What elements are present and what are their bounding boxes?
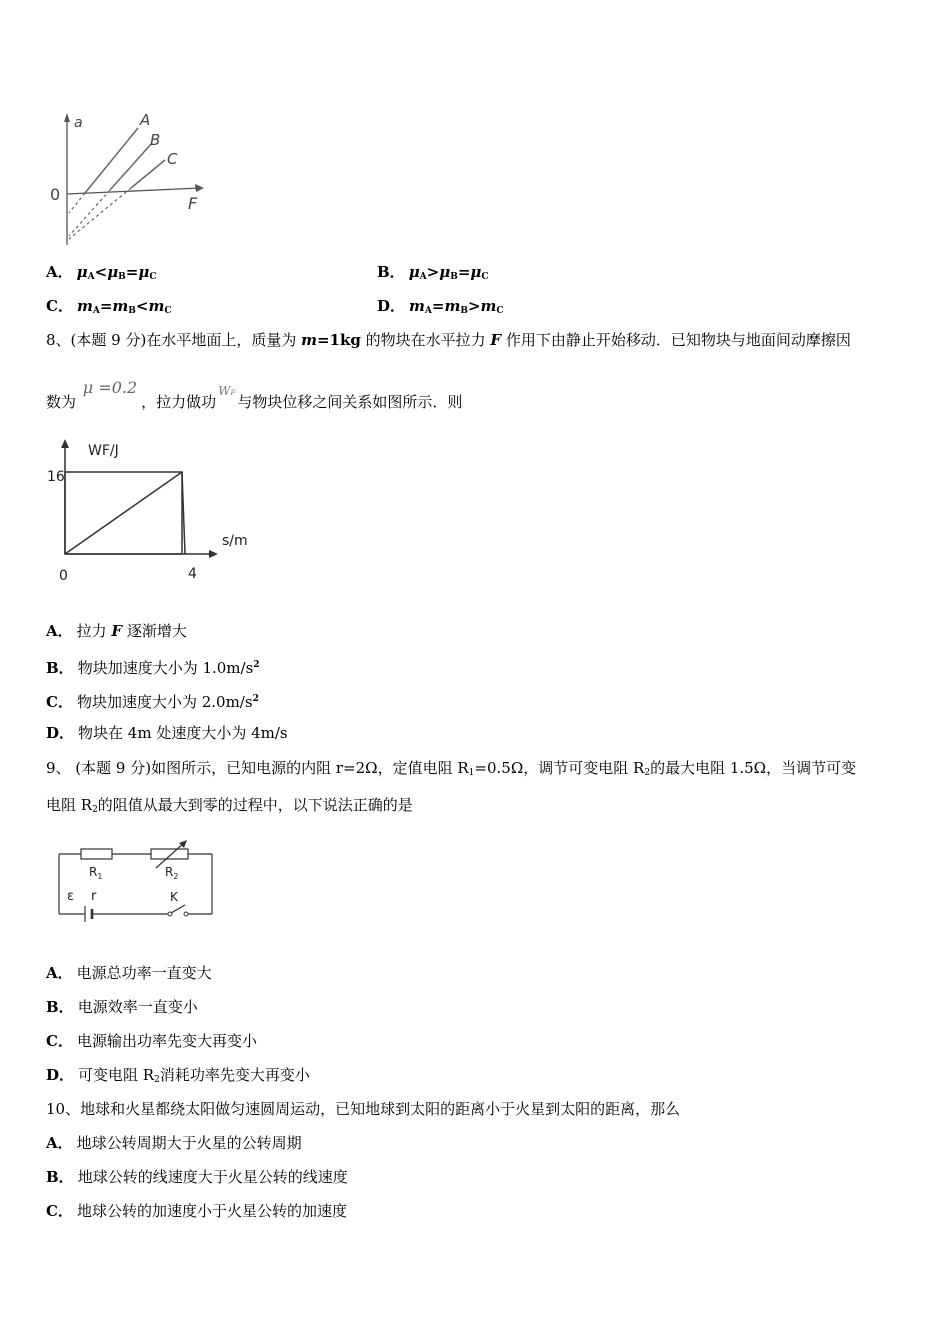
q7-a-sub1: A bbox=[87, 272, 95, 282]
q7-c-sub2: B bbox=[128, 306, 136, 316]
q7-af-graph bbox=[40, 105, 220, 250]
q10-option-b bbox=[46, 1167, 348, 1187]
q8-a-text2: 逐渐增大 bbox=[122, 622, 187, 640]
q10-stem bbox=[46, 1099, 680, 1119]
q8-option-c bbox=[46, 689, 259, 712]
q9-option-b-label: B． bbox=[46, 998, 74, 1016]
q8-y-tick: 16 bbox=[47, 469, 65, 485]
q7-b-sub2: B bbox=[450, 272, 458, 282]
q8-option-b-label: B． bbox=[46, 659, 74, 677]
q9-stem-line1 bbox=[46, 758, 856, 783]
q9-b-text: 电源效率一直变小 bbox=[77, 998, 198, 1016]
q9-option-d-label: D． bbox=[46, 1066, 75, 1084]
q8-b-text: 物块加速度大小为 1.0m/s bbox=[77, 659, 254, 677]
q10-option-a bbox=[46, 1133, 302, 1153]
q7-line-c bbox=[131, 160, 165, 188]
q7-option-d bbox=[377, 296, 504, 321]
q7-c-m1: m bbox=[76, 297, 93, 315]
q9-option-c-label: C． bbox=[46, 1032, 73, 1050]
q8-c-sup: 2 bbox=[252, 694, 259, 704]
q8-c-text: 物块加速度大小为 2.0m/s bbox=[76, 693, 253, 711]
q8-wf-sub: F bbox=[230, 389, 236, 397]
q10-option-c bbox=[46, 1201, 347, 1221]
q9-line2-sub: 2 bbox=[92, 805, 98, 815]
q7-d-sub2: B bbox=[460, 306, 468, 316]
q7-option-b bbox=[377, 262, 489, 287]
q9-line1-sub2: 2 bbox=[644, 768, 651, 778]
q10-stem-text: 10、地球和火星都绕太阳做匀速圆周运动，已知地球到太阳的距离小于火星到太阳的距离，那么 bbox=[46, 1100, 681, 1118]
q7-a-mu1: μ bbox=[76, 263, 88, 281]
q9-option-c bbox=[46, 1031, 257, 1051]
q9-option-a-label: A． bbox=[46, 964, 73, 982]
q9-r1-resistor bbox=[81, 849, 112, 859]
q9-c-text: 电源输出功率先变大再变小 bbox=[76, 1032, 257, 1050]
q9-r2-resistor bbox=[151, 849, 188, 859]
q8-option-a-label: A． bbox=[46, 622, 73, 640]
q9-line1-a: 9、 (本题 9 分)如图所示，已知电源的内阻 r=2Ω，定值电阻 R bbox=[46, 759, 469, 777]
q7-axis-x-label: F bbox=[188, 194, 198, 213]
q9-stem-line2 bbox=[46, 795, 413, 820]
q7-c-sub3: C bbox=[164, 306, 172, 316]
q7-c-op1: = bbox=[99, 297, 113, 315]
q10-option-a-label: A． bbox=[46, 1134, 73, 1152]
q10-c-text: 地球公转的加速度小于火星公转的加速度 bbox=[76, 1202, 347, 1220]
q7-b-sub3: C bbox=[481, 272, 489, 282]
q8-b-sup: 2 bbox=[253, 660, 260, 670]
q7-line-c-ext bbox=[69, 188, 131, 239]
q7-option-d-label: D． bbox=[377, 297, 406, 315]
q7-a-mu3: μ bbox=[138, 263, 150, 281]
q8-origin: 0 bbox=[59, 568, 68, 584]
q7-b-mu2: μ bbox=[439, 263, 451, 281]
q7-line-a bbox=[85, 128, 138, 193]
q8-x-arrow bbox=[209, 550, 218, 558]
q7-b-op1: > bbox=[426, 263, 440, 281]
q9-emf-label: ε bbox=[67, 889, 75, 904]
q10-b-text: 地球公转的线速度大于火星公转的线速度 bbox=[77, 1168, 348, 1186]
q7-x-arrow bbox=[195, 184, 204, 192]
q9-r2-sub: 2 bbox=[173, 872, 179, 881]
q8-wf-symbol bbox=[218, 384, 235, 398]
q7-a-op2: = bbox=[125, 263, 139, 281]
q7-d-sub3: C bbox=[496, 306, 504, 316]
q9-option-d bbox=[46, 1065, 310, 1090]
q9-r1-sub: 1 bbox=[97, 872, 103, 881]
q9-option-b bbox=[46, 997, 198, 1017]
q7-b-mu3: μ bbox=[470, 263, 482, 281]
q8-mass-val: =1kg bbox=[316, 331, 361, 349]
q7-d-m2: m bbox=[444, 297, 461, 315]
q8-wf-graph bbox=[40, 435, 260, 585]
q8-option-d bbox=[46, 723, 288, 743]
q8-prefix: 8、(本题 9 分)在水平地面上，质量为 bbox=[46, 331, 302, 349]
q8-y-arrow bbox=[61, 439, 69, 448]
q8-line2-b: ，拉力做功 bbox=[141, 393, 217, 411]
q9-d-text-a: 可变电阻 R bbox=[78, 1066, 155, 1084]
q9-switch-contact-right bbox=[184, 912, 188, 916]
q9-line2-b: 的阻值从最大到零的过程中，以下说法正确的是 bbox=[97, 796, 413, 814]
q7-d-m1: m bbox=[409, 297, 425, 315]
q8-option-d-label: D． bbox=[46, 724, 75, 742]
q10-option-c-label: C． bbox=[46, 1202, 73, 1220]
q7-b-mu1: μ bbox=[408, 263, 420, 281]
q10-option-b-label: B． bbox=[46, 1168, 74, 1186]
q9-option-a bbox=[46, 963, 212, 983]
q8-option-b bbox=[46, 655, 260, 678]
q7-c-sub1: A bbox=[92, 306, 100, 316]
q7-origin-label: 0 bbox=[50, 185, 61, 204]
q7-option-b-label: B． bbox=[377, 263, 405, 281]
q8-line2-c: 与物块位移之间关系如图所示．则 bbox=[237, 393, 463, 411]
q7-d-op1: = bbox=[431, 297, 445, 315]
q9-line2-a: 电阻 R bbox=[46, 796, 93, 814]
q7-line-b-ext bbox=[69, 190, 110, 236]
q7-d-op2: > bbox=[467, 297, 481, 315]
q8-line2-a: 数为 bbox=[46, 393, 77, 411]
q8-wf-w: W bbox=[218, 384, 231, 398]
q8-stem-line2 bbox=[46, 378, 463, 415]
q9-switch-lever bbox=[171, 905, 185, 913]
q8-a-var: F bbox=[111, 622, 123, 640]
q9-r2-letter: R bbox=[165, 865, 174, 879]
q8-stem-line1 bbox=[46, 330, 851, 350]
q8-x-tick: 4 bbox=[188, 566, 197, 582]
q9-r2-label bbox=[165, 865, 178, 881]
q9-r1-letter: R bbox=[89, 865, 98, 879]
q7-option-a-label: A． bbox=[46, 263, 73, 281]
q8-option-a bbox=[46, 621, 187, 641]
q7-c-op2: < bbox=[135, 297, 149, 315]
q7-c-m3: m bbox=[148, 297, 165, 315]
q7-y-arrow bbox=[64, 113, 70, 122]
q10-a-text: 地球公转周期大于火星的公转周期 bbox=[76, 1134, 302, 1152]
q7-option-a bbox=[46, 262, 157, 287]
q8-force-var: F bbox=[490, 331, 502, 349]
q7-line-b-label: B bbox=[150, 131, 161, 149]
q7-line-c-label: C bbox=[167, 150, 178, 168]
q7-b-sub1: A bbox=[419, 272, 427, 282]
q7-line-a-ext bbox=[69, 193, 85, 213]
q8-mass-var: m bbox=[301, 331, 317, 349]
q8-y-label: WF/J bbox=[88, 443, 119, 459]
q9-line1-sub1: 1 bbox=[468, 768, 475, 778]
q9-internal-r-label: r bbox=[91, 889, 97, 904]
q8-x-label: s/m bbox=[222, 533, 248, 549]
q8-wf-line bbox=[65, 472, 182, 554]
q8-d-text: 物块在 4m 处速度大小为 4m/s bbox=[78, 724, 288, 742]
q8-option-c-label: C． bbox=[46, 693, 73, 711]
q9-circuit-diagram bbox=[50, 838, 225, 923]
q9-a-text: 电源总功率一直变大 bbox=[76, 964, 212, 982]
q7-d-m3: m bbox=[480, 297, 497, 315]
q8-suffix: 作用下由静止开始移动．已知物块与地面间动摩擦因 bbox=[501, 331, 851, 349]
q9-r1-label bbox=[89, 865, 102, 881]
q7-a-mu2: μ bbox=[107, 263, 119, 281]
q8-a-text1: 拉力 bbox=[76, 622, 112, 640]
q8-mu-formula: μ =0.2 bbox=[82, 378, 138, 397]
q9-switch-label: K bbox=[170, 890, 178, 904]
q7-c-m2: m bbox=[112, 297, 129, 315]
q7-b-op2: = bbox=[457, 263, 471, 281]
q7-option-c-label: C． bbox=[46, 297, 73, 315]
q7-line-b bbox=[110, 143, 152, 190]
q9-d-text-b: 消耗功率先变大再变小 bbox=[159, 1066, 310, 1084]
q8-mid: 的物块在水平拉力 bbox=[360, 331, 491, 349]
q7-a-sub2: B bbox=[118, 272, 126, 282]
q7-d-sub1: A bbox=[424, 306, 432, 316]
q7-axis-y-label: a bbox=[74, 115, 83, 131]
q7-line-a-label: A bbox=[140, 111, 151, 129]
q7-a-op1: < bbox=[94, 263, 108, 281]
q7-option-c bbox=[46, 296, 172, 321]
q9-d-sub: 2 bbox=[154, 1075, 160, 1085]
q9-line1-c: 的最大电阻 1.5Ω，当调节可变 bbox=[650, 759, 857, 777]
q9-line1-b: =0.5Ω，调节可变电阻 R bbox=[474, 759, 645, 777]
q7-a-sub3: C bbox=[149, 272, 157, 282]
